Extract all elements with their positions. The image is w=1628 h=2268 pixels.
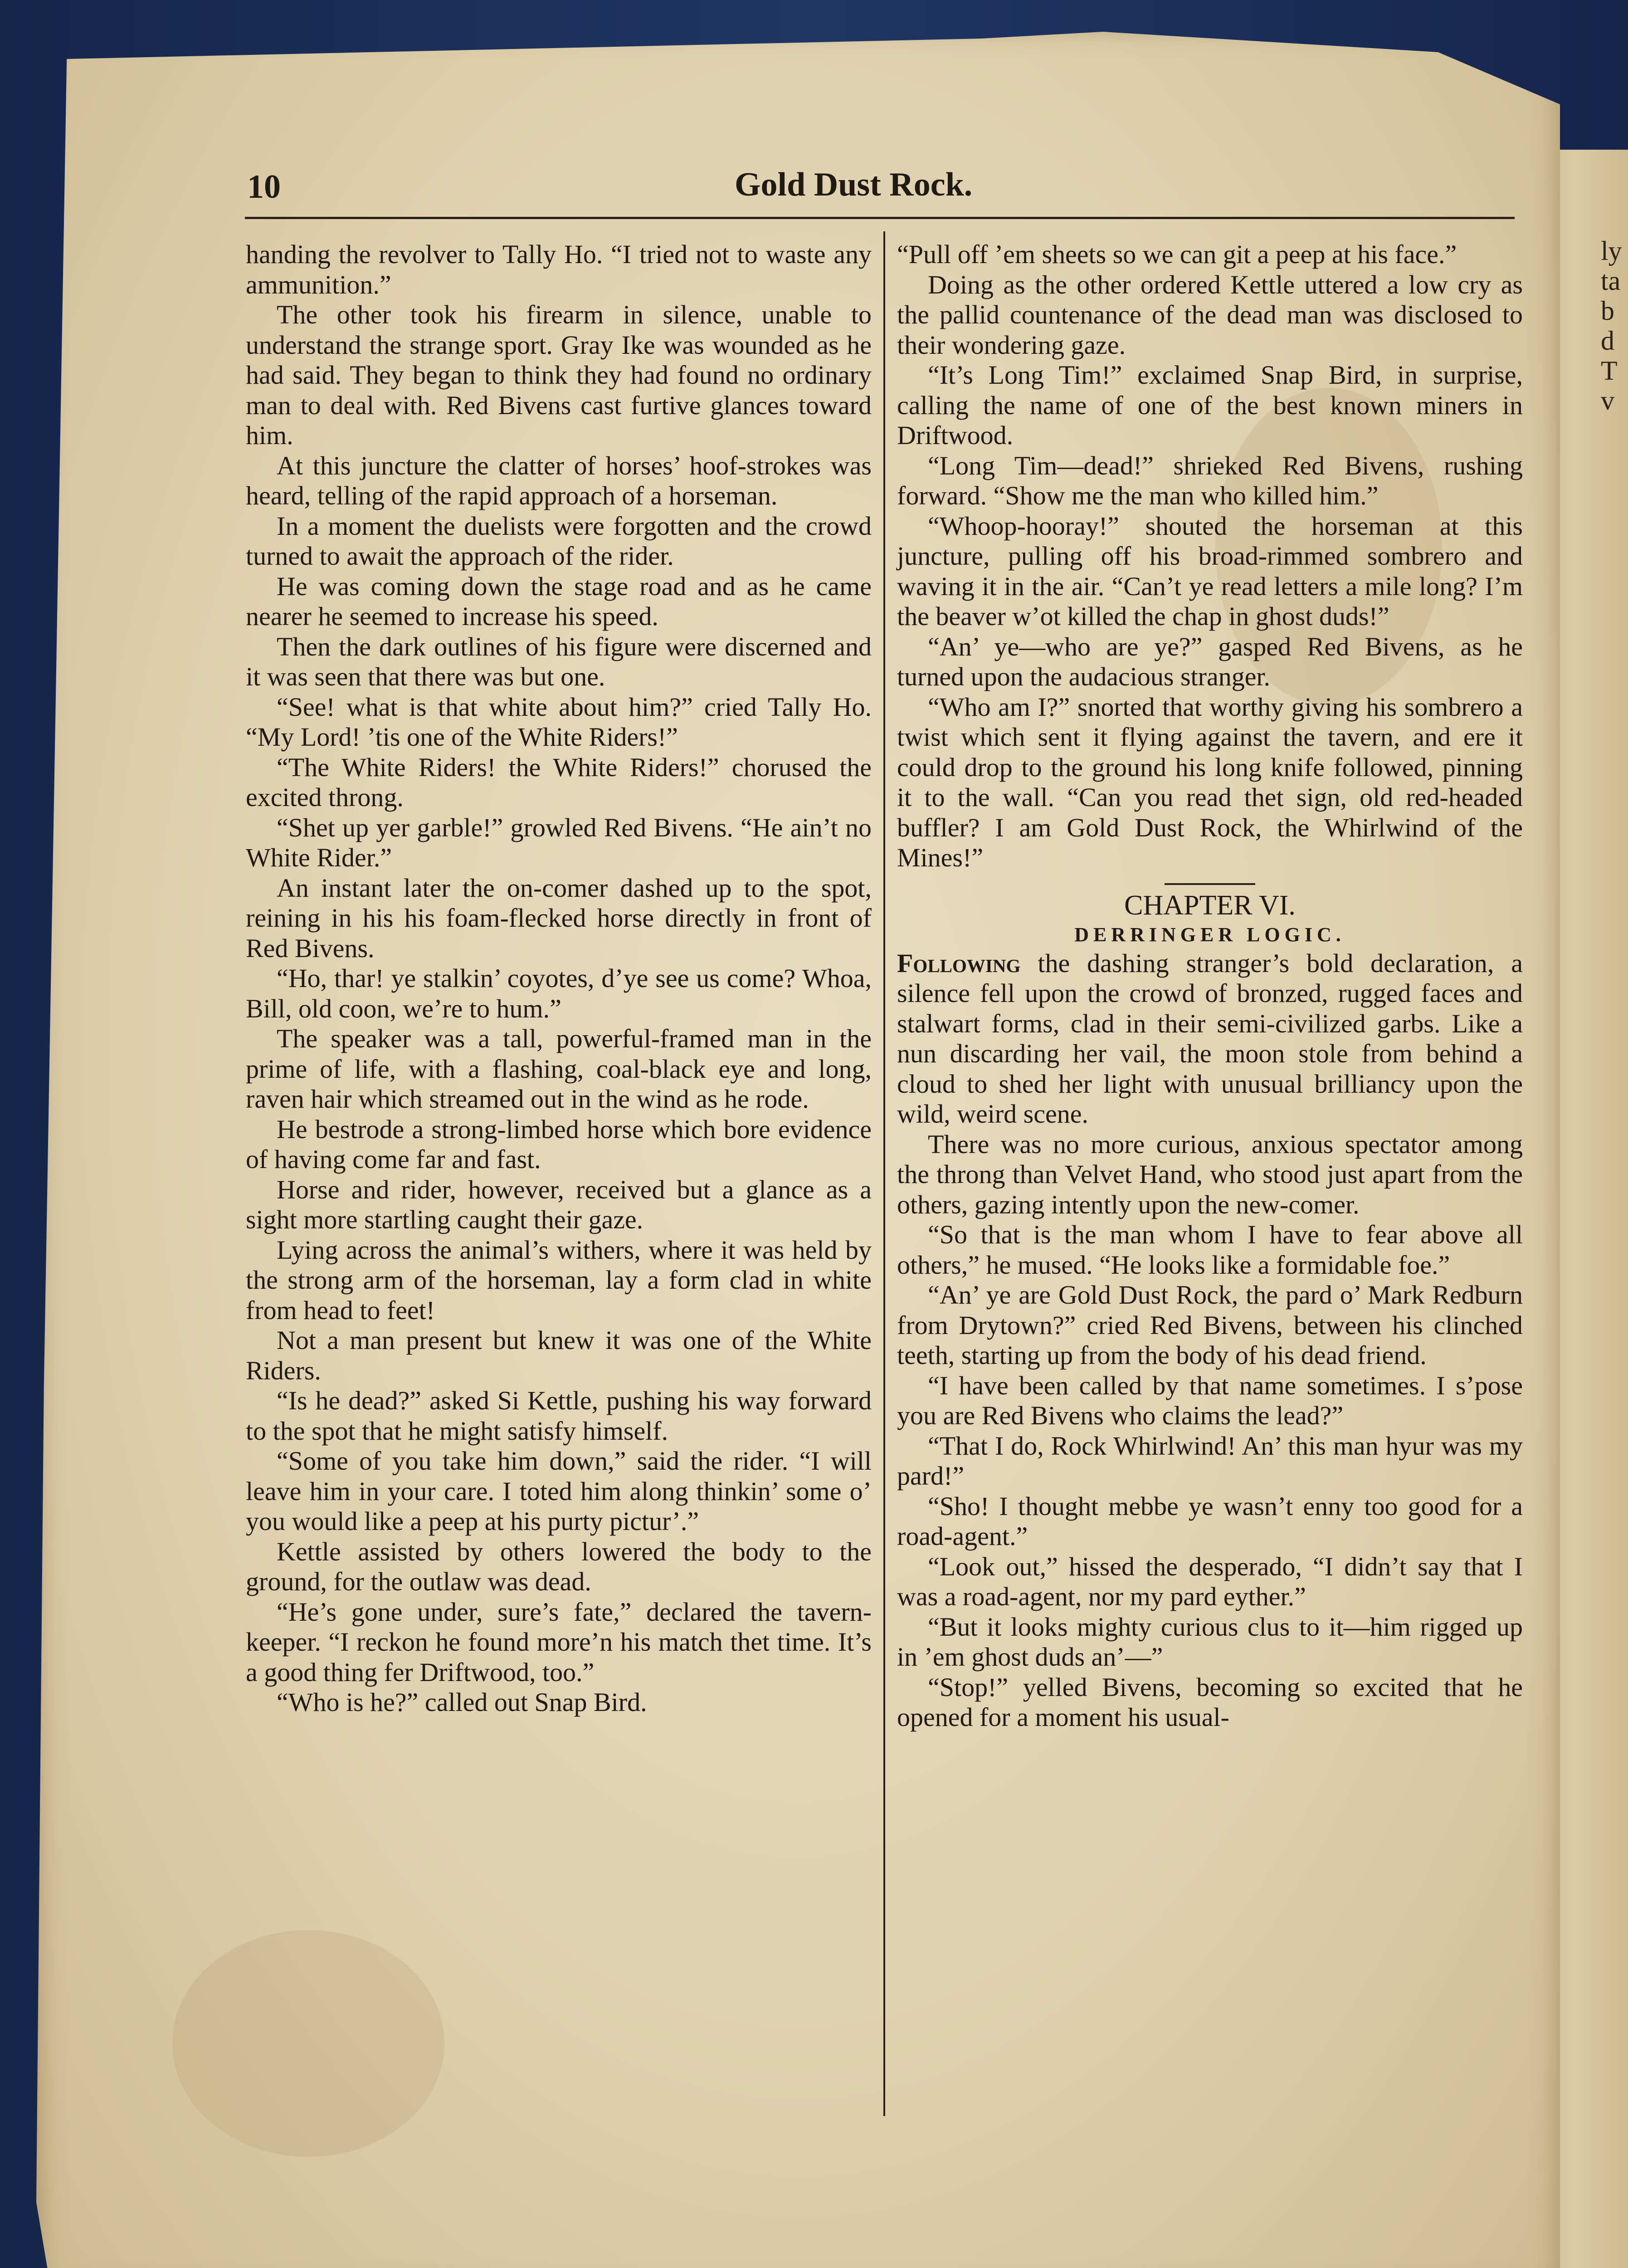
- left-column: [246, 240, 872, 1718]
- paragraph: “Whoop-hooray!” shouted the horseman at this juncture, pulling off his broad-rimmed sombrero and waving it in the air. “Can’t ye read letters a mile long? I’m the beaver w’ot killed the chap in ghost duds!”: [897, 511, 1523, 631]
- paragraph: “But it looks mighty curious clus to it—him rigged up in ’em ghost duds an’—”: [897, 1612, 1523, 1672]
- paragraph: Lying across the animal’s withers, where it was held by the strong arm of the horseman, lay a form clad in white from head to feet!: [246, 1235, 872, 1325]
- paper-stain: [172, 1930, 444, 2157]
- paragraph: “An’ ye are Gold Dust Rock, the pard o’ Mark Redburn from Drytown?” cried Red Bivens, between his clinched teeth, starting up from the body of his dead friend.: [897, 1280, 1523, 1370]
- paragraph: He was coming down the stage road and as he came nearer he seemed to increase his speed.: [246, 571, 872, 631]
- paragraph: “Pull off ’em sheets so we can git a peep at his face.”: [897, 240, 1457, 269]
- running-title: Gold Dust Rock.: [735, 166, 973, 203]
- chapter-lead-word: Following: [897, 948, 1021, 978]
- chapter-subtitle: DERRINGER LOGIC.: [1074, 923, 1345, 946]
- paragraph: “Who am I?” snorted that worthy giving his sombrero a twist which sent it flying against the tavern, and ere it could drop to the ground his long knife followed, pinning it to the wall. “Can you read thet sign, old red-headed buffler? I am Gold Dust Rock, the Whirlwind of the Mines!”: [897, 692, 1523, 872]
- paragraph: “See! what is that white about him?” cried Tally Ho. “My Lord! ’tis one of the White Riders!”: [246, 692, 872, 752]
- paragraph: “Who is he?” called out Snap Bird.: [277, 1687, 647, 1717]
- paragraph: An instant later the on-comer dashed up to the spot, reining in his his foam-flecked horse directly in front of Red Bivens.: [246, 873, 872, 963]
- paragraph: “Is he dead?” asked Si Kettle, pushing his way forward to the spot that he might satisfy himself.: [246, 1386, 872, 1446]
- next-page-fragment: d: [1601, 326, 1614, 356]
- paragraph: “That I do, Rock Whirlwind! An’ this man hyur was my pard!”: [897, 1431, 1523, 1491]
- paragraph: Horse and rider, however, received but a glance as a sight more startling caught their gaze.: [246, 1174, 872, 1234]
- paragraph: “Ho, thar! ye stalkin’ coyotes, d’ye see us come? Whoa, Bill, old coon, we’re to hum.”: [246, 963, 872, 1023]
- paragraph: The speaker was a tall, powerful-framed man in the prime of life, with a flashing, coal-black eye and long, raven hair which streamed out in the wind as he rode.: [246, 1024, 872, 1114]
- paragraph: In a moment the duelists were forgotten and the crowd turned to await the approach of the rider.: [246, 511, 872, 571]
- paragraph: “Look out,” hissed the desperado, “I didn’t say that I was a road-agent, nor my pard eyther.”: [897, 1551, 1523, 1611]
- right-column-bottom: [897, 1129, 1523, 1733]
- header-rule: [245, 217, 1515, 219]
- next-page-fragment: v: [1601, 386, 1614, 415]
- paragraph: “The White Riders! the White Riders!” chorused the excited throng.: [246, 752, 872, 812]
- paragraph: “I have been called by that name sometimes. I s’pose you are Red Bivens who claims the lead?”: [897, 1370, 1523, 1430]
- chapter-title: CHAPTER VI.: [1124, 890, 1296, 921]
- next-page-fragment: ta: [1601, 266, 1621, 296]
- paragraph: There was no more curious, anxious spectator among the throng than Velvet Hand, who stood just apart from the others, gazing intently upon the new-comer.: [897, 1129, 1523, 1219]
- paragraph: “Sho! I thought mebbe ye wasn’t enny too good for a road-agent.”: [897, 1491, 1523, 1551]
- paragraph: Not a man present but knew it was one of the White Riders.: [246, 1325, 872, 1385]
- chapter-rule: [1165, 883, 1255, 885]
- next-page-fragment: ly: [1601, 236, 1622, 266]
- chapter-lead-paragraph: [897, 948, 1523, 1129]
- paragraph: “It’s Long Tim!” exclaimed Snap Bird, in surprise, calling the name of one of the best known miners in Driftwood.: [897, 360, 1523, 450]
- paragraph: At this juncture the clatter of horses’ hoof-strokes was heard, telling of the rapid approach of a horseman.: [246, 450, 872, 510]
- paragraph: “Shet up yer garble!” growled Red Bivens. “He ain’t no White Rider.”: [246, 812, 872, 872]
- paragraph: “He’s gone under, sure’s fate,” declared the tavern-keeper. “I reckon he found more’n his match thet time. It’s a good thing fer Driftwood, too.”: [246, 1597, 872, 1687]
- column-divider: [883, 231, 885, 2116]
- paragraph: “Some of you take him down,” said the rider. “I will leave him in your care. I toted him along thinkin’ some o’ you would like a peep at his purty pictur’.”: [246, 1446, 872, 1536]
- right-column-top: [897, 240, 1523, 873]
- chapter-lead-text: the dashing stranger’s bold declaration, a silence fell upon the crowd of bronzed, rugged faces and stalwart forms, clad in their semi-civilized garbs. Like a nun discarding her vail, the moon stole from behind a cloud to shed her light with unusual brilliancy upon the wild, weird scene.: [897, 948, 1523, 1129]
- paragraph: Then the dark outlines of his figure were discerned and it was seen that there was but one.: [246, 631, 872, 691]
- paragraph: “Stop!” yelled Bivens, becoming so excited that he opened for a moment his usual-: [897, 1672, 1523, 1732]
- paragraph: “Long Tim—dead!” shrieked Red Bivens, rushing forward. “Show me the man who killed him.”: [897, 450, 1523, 510]
- paragraph: The other took his firearm in silence, unable to understand the strange sport. Gray Ike was wounded as he had said. They began to think they had found no ordinary man to deal with. Red Bivens cast furtive glances toward him.: [246, 300, 872, 450]
- paragraph: handing the revolver to Tally Ho. “I tried not to waste any ammunition.”: [246, 240, 872, 299]
- paragraph: Doing as the other ordered Kettle uttered a low cry as the pallid countenance of the dead man was disclosed to their wondering gaze.: [897, 269, 1523, 360]
- page-number: 10: [247, 168, 281, 205]
- next-page-fragment: T: [1601, 356, 1618, 386]
- right-column: [897, 240, 1523, 1733]
- next-page-fragment: b: [1601, 296, 1614, 326]
- paragraph: Kettle assisted by others lowered the body to the ground, for the outlaw was dead.: [246, 1536, 872, 1596]
- paragraph: “An’ ye—who are ye?” gasped Red Bivens, as he turned upon the audacious stranger.: [897, 631, 1523, 691]
- paragraph: He bestrode a strong-limbed horse which bore evidence of having come far and fast.: [246, 1114, 872, 1174]
- paragraph: “So that is the man whom I have to fear above all others,” he mused. “He looks like a formidable foe.”: [897, 1220, 1523, 1280]
